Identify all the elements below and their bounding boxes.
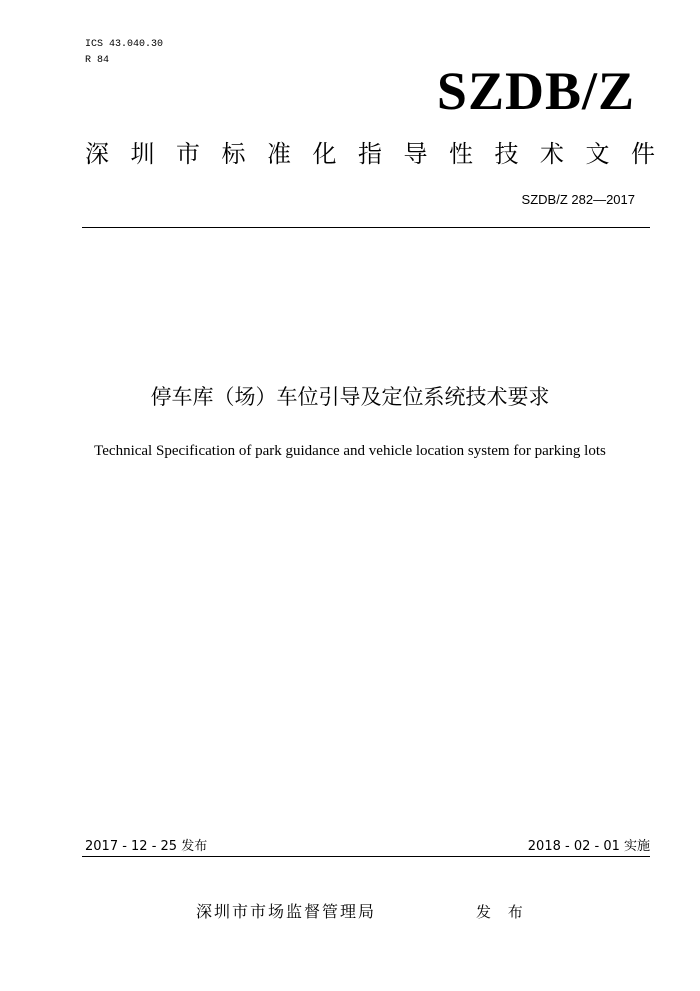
doc-type-char: 件: [631, 140, 655, 168]
doc-type-char: 标: [221, 140, 246, 168]
effective-date: 2018 - 02 - 01 实施: [527, 839, 650, 854]
doc-type-char: 术: [540, 140, 564, 168]
ics-code: ICS 43.040.30: [85, 39, 164, 50]
doc-type-char: 化: [312, 140, 337, 168]
header-divider: [82, 227, 650, 228]
doc-type-char: 圳: [130, 140, 155, 168]
doc-type-char: 准: [267, 140, 291, 168]
classification-code: R 84: [85, 55, 110, 66]
doc-type-char: 导: [403, 140, 428, 168]
publish-date: 2017 - 12 - 25 发布: [85, 839, 208, 854]
doc-type-char: 文: [585, 140, 610, 168]
doc-type-char: 指: [358, 140, 382, 168]
standard-logo: SZDB/Z: [436, 61, 635, 121]
document-number: SZDB/Z 282—2017: [521, 192, 635, 207]
document-title-en: Technical Specification of park guidance and vehicle location system for parking lots: [94, 443, 606, 459]
document-title-zh: 停车库（场）车位引导及定位系统技术要求: [150, 385, 550, 409]
doc-type-char: 性: [449, 140, 473, 168]
issue-label: 发 布: [476, 903, 529, 921]
doc-type-char: 深: [85, 140, 109, 168]
doc-type-char: 技: [494, 140, 519, 168]
doc-type-char: 市: [176, 140, 200, 168]
footer-divider: [82, 856, 650, 857]
document-type-heading: [85, 137, 655, 171]
issuing-authority: 深圳市市场监督管理局: [196, 902, 377, 921]
